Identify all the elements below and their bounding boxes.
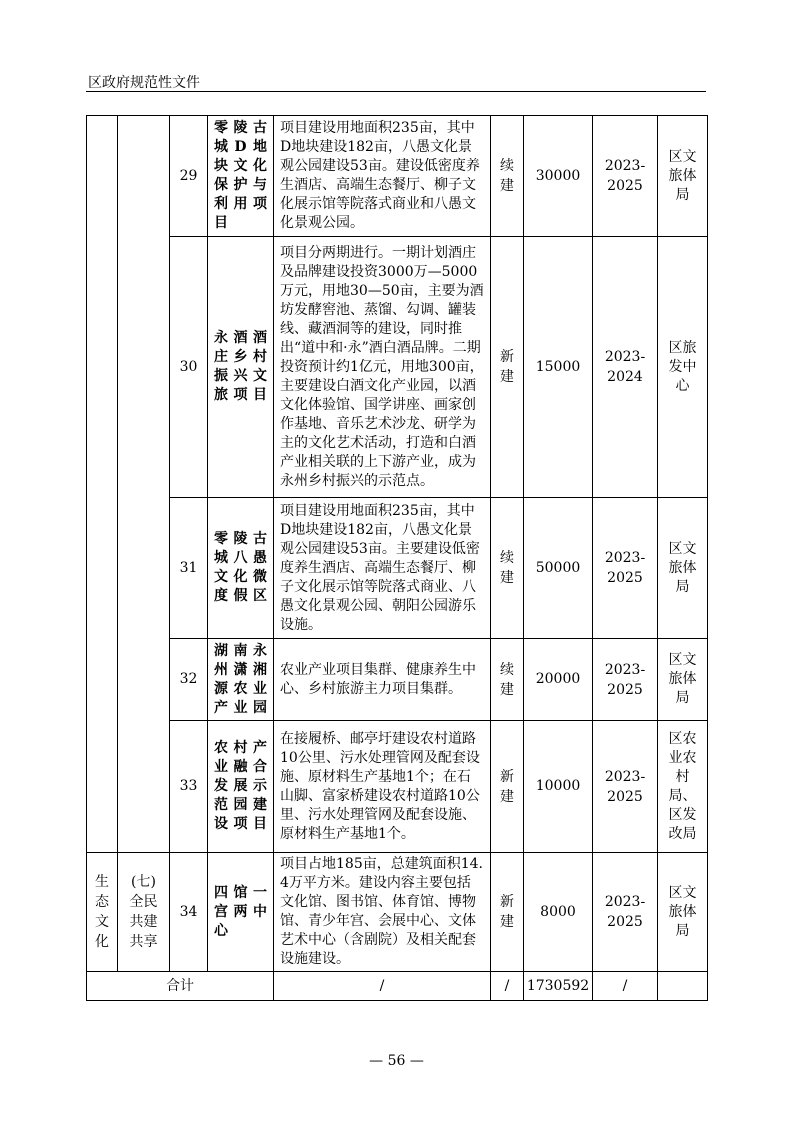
total-content: / — [274, 972, 491, 1001]
table-row — [87, 116, 708, 237]
project-name: 零陵古城D地块文化保护与利用项目 — [208, 116, 274, 237]
build-type: 续建 — [491, 116, 524, 237]
row-number: 34 — [170, 853, 208, 972]
project-name: 零陵古城八愚文化微度假区 — [208, 498, 274, 639]
investment: 50000 — [524, 498, 593, 639]
project-content: 农业产业项目集群、健康养生中心、乡村旅游主力项目集群。 — [274, 639, 491, 721]
row-number: 33 — [170, 721, 208, 853]
project-name: 永酒酒庄乡村振兴文旅项目 — [208, 237, 274, 498]
investment: 8000 — [524, 853, 593, 972]
row-number: 31 — [170, 498, 208, 639]
row-number: 32 — [170, 639, 208, 721]
table-row — [87, 639, 708, 721]
total-unit — [658, 972, 708, 1001]
total-row — [87, 972, 708, 1001]
project-table — [86, 115, 708, 1001]
table-row — [87, 237, 708, 498]
row-number: 30 — [170, 237, 208, 498]
row-number: 29 — [170, 116, 208, 237]
total-investment: 1730592 — [524, 972, 593, 1001]
period: 2023-2024 — [593, 237, 658, 498]
period: 2023-2025 — [593, 498, 658, 639]
build-type: 新建 — [491, 721, 524, 853]
subcategory-cell: (七)全民共建共享 — [118, 853, 170, 972]
project-content: 项目分两期进行。一期计划酒庄及品牌建设投资3000万—5000万元，用地30—50亩，主要为酒坊发酵窖池、蒸馏、勾调、罐装线、藏酒洞等的建设，同时推出“道中和·永”酒白酒品牌。二期投资预计约1亿元，用地300亩，主要建设白酒文化产业园，以酒文化体验馆、国学讲座、画家创作基地、音乐艺术沙龙、研学为主的文化艺术活动，打造和白酒产业相关联的上下游产业，成为永州乡村振兴的示范点。 — [274, 237, 491, 498]
responsible-unit: 区文旅体局 — [658, 498, 708, 639]
project-content: 项目建设用地面积235亩，其中D地块建设182亩，八愚文化景观公园建设53亩。建设低密度养生酒店、高端生态餐厅、柳子文化展示馆等院落式商业和八愚文化景观公园。 — [274, 116, 491, 237]
header-rule — [86, 91, 706, 92]
responsible-unit: 区旅发中心 — [658, 237, 708, 498]
period: 2023-2025 — [593, 639, 658, 721]
project-content: 项目占地185亩，总建筑面积14.4万平方米。建设内容主要包括文化馆、图书馆、体育馆、博物馆、青少年宫、会展中心、文体艺术中心（含剧院）及相关配套设施建设。 — [274, 853, 491, 972]
project-name: 湖南永州潇湘源农业产业园 — [208, 639, 274, 721]
total-type: / — [491, 972, 524, 1001]
table-row — [87, 721, 708, 853]
period: 2023-2025 — [593, 721, 658, 853]
period: 2023-2025 — [593, 116, 658, 237]
category-cell: 生态文化 — [87, 853, 118, 972]
table-row — [87, 853, 708, 972]
subcategory-cell-empty — [118, 116, 170, 853]
build-type: 新建 — [491, 853, 524, 972]
period: 2023-2025 — [593, 853, 658, 972]
build-type: 新建 — [491, 237, 524, 498]
project-content: 在接履桥、邮亭圩建设农村道路10公里、污水处理管网及配套设施、原材料生产基地1个；在石山脚、富家桥建设农村道路10公里、污水处理管网及配套设施、原材料生产基地1个。 — [274, 721, 491, 853]
build-type: 续建 — [491, 639, 524, 721]
project-name: 农村产业融合发展示范园建设项目 — [208, 721, 274, 853]
investment: 10000 — [524, 721, 593, 853]
category-cell-empty — [87, 116, 118, 853]
responsible-unit: 区文旅体局 — [658, 853, 708, 972]
project-name: 四馆一宫两中心 — [208, 853, 274, 972]
page-number: — 56 — — [369, 1053, 424, 1069]
responsible-unit: 区文旅体局 — [658, 116, 708, 237]
responsible-unit: 区文旅体局 — [658, 639, 708, 721]
investment: 20000 — [524, 639, 593, 721]
total-label: 合计 — [87, 972, 274, 1001]
document-header: 区政府规范性文件 — [88, 75, 200, 91]
table-row — [87, 498, 708, 639]
investment: 30000 — [524, 116, 593, 237]
investment: 15000 — [524, 237, 593, 498]
total-period: / — [593, 972, 658, 1001]
build-type: 续建 — [491, 498, 524, 639]
responsible-unit: 区农业农村局、区发改局 — [658, 721, 708, 853]
project-content: 项目建设用地面积235亩，其中D地块建设182亩，八愚文化景观公园建设53亩。主要建设低密度养生酒店、高端生态餐厅、柳子文化展示馆等院落式商业、八愚文化景观公园、朝阳公园游乐设施。 — [274, 498, 491, 639]
